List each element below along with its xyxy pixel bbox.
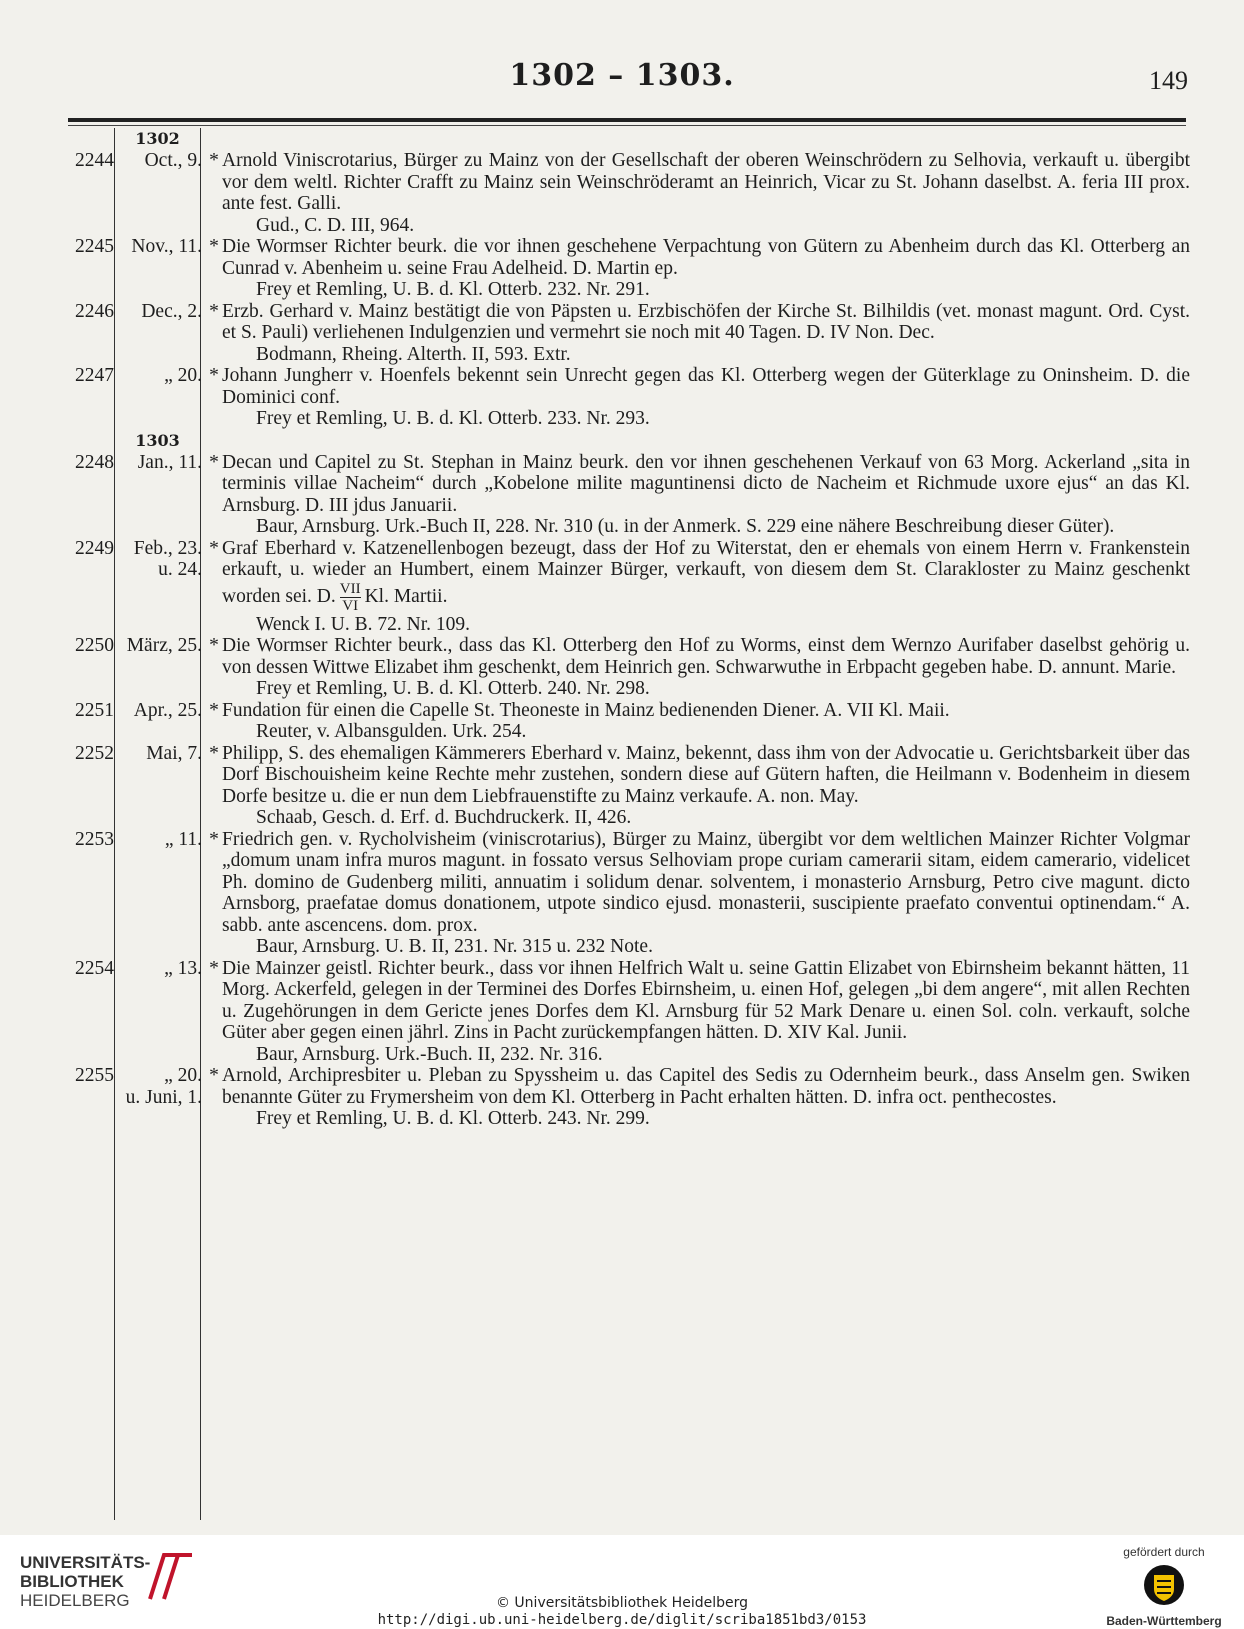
funder-badge[interactable] bbox=[1104, 1545, 1224, 1628]
entry-source: Frey et Remling, U. B. d. Kl. Otterb. 232. Nr. 291. bbox=[256, 279, 650, 300]
entry-source: Frey et Remling, U. B. d. Kl. Otterb. 233. Nr. 293. bbox=[256, 408, 650, 429]
entry-source: Baur, Arnsburg. Urk.-Buch. II, 232. Nr. 316. bbox=[256, 1043, 603, 1065]
entry-date bbox=[116, 236, 206, 301]
entry-source: Baur, Arnsburg. Urk.-Buch II, 228. Nr. 310 (u. in der Anmerk. S. 229 eine nähere Beschreibung dieser Güter). bbox=[256, 516, 1115, 537]
footer-credits bbox=[0, 1595, 1244, 1629]
year-heading bbox=[60, 128, 1190, 150]
register-entry bbox=[60, 743, 1190, 829]
state-coat-of-arms-icon bbox=[1142, 1563, 1186, 1607]
register-entry bbox=[60, 452, 1190, 538]
asterisk-mark: * bbox=[209, 1065, 219, 1086]
fraction-numerator: VII bbox=[339, 580, 361, 597]
entry-source: Bodmann, Rheing. Alterth. II, 593. Extr. bbox=[256, 343, 571, 365]
entry-date-line: Mai, 7. bbox=[146, 742, 202, 764]
entry-source: Frey et Remling, U. B. d. Kl. Otterb. 240. Nr. 298. bbox=[256, 678, 650, 699]
funder-name: Baden-Württemberg bbox=[1106, 1614, 1222, 1628]
running-title: 1302 – 1303. bbox=[509, 58, 735, 93]
entry-text: Die Wormser Richter beurk. die vor ihnen geschehene Verpachtung von Gütern zu Abenheim durch das Kl. Otterberg an Cunrad v. Abenheim u. seine Frau Adelheid. D. Martin ep. bbox=[222, 236, 1190, 279]
entry-body bbox=[222, 743, 1190, 829]
entry-text: Erzb. Gerhard v. Mainz bestätigt die von Päpsten u. Erzbischöfen der Kirche St. Bilhildis (vet. monast magunt. Ord. Cyst. et S. Pauli) verliehenen Indulgenzien und vermehrt sie noch mit 40 Tagen. D. IV Non. Dec. bbox=[222, 300, 1190, 343]
entry-body bbox=[222, 452, 1190, 538]
entry-source: Baur, Arnsburg. U. B. II, 231. Nr. 315 u. 232 Note. bbox=[256, 936, 653, 957]
register-entry bbox=[60, 700, 1190, 743]
entry-number: 2249 bbox=[75, 537, 114, 559]
entry-number: 2244 bbox=[75, 150, 114, 171]
entry-body bbox=[222, 236, 1190, 301]
permalink-url[interactable]: http://digi.ub.uni-heidelberg.de/diglit/scriba1851bd3/0153 bbox=[377, 1612, 867, 1628]
header-rule-thin bbox=[68, 125, 1186, 126]
entry-text bbox=[222, 538, 1190, 614]
register-entry bbox=[60, 958, 1190, 1066]
entry-date-line: März, 25. bbox=[126, 635, 202, 656]
asterisk-mark: * bbox=[209, 150, 219, 171]
entry-date-line: „ 20. bbox=[164, 365, 202, 386]
register-entry bbox=[60, 236, 1190, 301]
entry-number: 2254 bbox=[75, 957, 114, 979]
asterisk-mark: * bbox=[209, 699, 219, 721]
register-entry bbox=[60, 538, 1190, 636]
entry-date bbox=[116, 958, 206, 1066]
entry-date-line: u. Juni, 1. bbox=[125, 1086, 202, 1108]
date-fraction bbox=[340, 581, 361, 614]
entry-number: 2253 bbox=[75, 828, 114, 850]
entry-date bbox=[116, 538, 206, 636]
entry-body bbox=[222, 365, 1190, 430]
entry-date-line: Feb., 23. bbox=[133, 537, 202, 559]
entry-number: 2252 bbox=[75, 742, 114, 764]
entry-text: Fundation für einen die Capelle St. Theoneste in Mainz bedienenden Diener. A. VII Kl. Maii. bbox=[222, 699, 950, 721]
entry-text: Arnold Viniscrotarius, Bürger zu Mainz von der Gesellschaft der oberen Weinschrödern zu Selhovia, verkauft u. übergibt vor dem weltl. Richter Crafft zu Mainz sein Weinschröderamt an Heinrich, Vicar zu St. Johann daselbst. A. feria III prox. ante fest. Galli. bbox=[222, 150, 1190, 214]
asterisk-mark: * bbox=[209, 828, 219, 850]
entry-number: 2250 bbox=[75, 635, 114, 656]
entry-text: Johann Jungherr v. Hoenfels bekennt sein Unrecht gegen das Kl. Otterberg wegen der Güterklage zu Oninsheim. D. die Dominici conf. bbox=[222, 365, 1190, 408]
register-entry bbox=[60, 301, 1190, 366]
entry-date bbox=[116, 829, 206, 958]
register-entry bbox=[60, 365, 1190, 430]
entry-body bbox=[222, 958, 1190, 1066]
footer bbox=[0, 1535, 1244, 1627]
entry-body bbox=[222, 829, 1190, 958]
page-number: 149 bbox=[1149, 66, 1188, 95]
entry-source: Frey et Remling, U. B. d. Kl. Otterb. 243. Nr. 299. bbox=[256, 1108, 650, 1129]
asterisk-mark: * bbox=[209, 300, 219, 322]
entry-text: Arnold, Archipresbiter u. Pleban zu Spyssheim u. das Capitel des Sedis zu Odernheim beurk., dass Anselm gen. Swiken benannte Güter zu Frymersheim von dem Kl. Otterberg in Pacht erhalten hätten. D. infra oct. penthecostes. bbox=[222, 1065, 1190, 1108]
asterisk-mark: * bbox=[209, 236, 219, 257]
entry-date-line: Dec., 2. bbox=[141, 300, 202, 322]
entry-date-line: „ 20. bbox=[164, 1065, 202, 1086]
entry-number: 2246 bbox=[75, 300, 114, 322]
entry-source: Schaab, Gesch. d. Erf. d. Buchdruckerk. II, 426. bbox=[256, 807, 632, 828]
entry-body bbox=[222, 150, 1190, 236]
entry-text-end: Kl. Martii. bbox=[364, 585, 448, 607]
register-entry bbox=[60, 150, 1190, 236]
entry-date bbox=[116, 635, 206, 700]
entry-date bbox=[116, 150, 206, 236]
entry-body bbox=[222, 700, 1190, 743]
entry-body bbox=[222, 538, 1190, 636]
entry-number: 2248 bbox=[75, 451, 114, 473]
register-entries bbox=[60, 128, 1190, 1130]
entry-date bbox=[116, 452, 206, 538]
asterisk-mark: * bbox=[209, 451, 219, 473]
entry-body bbox=[222, 635, 1190, 700]
asterisk-mark: * bbox=[209, 365, 219, 386]
entry-source: Gud., C. D. III, 964. bbox=[256, 214, 415, 236]
entry-source: Reuter, v. Albansgulden. Urk. 254. bbox=[256, 721, 527, 742]
entry-body bbox=[222, 1065, 1190, 1130]
asterisk-mark: * bbox=[209, 537, 219, 559]
copyright-text: © Universitätsbibliothek Heidelberg bbox=[495, 1595, 748, 1611]
entry-number: 2255 bbox=[75, 1065, 114, 1086]
entry-date-line: u. 24. bbox=[158, 559, 202, 580]
library-name-line1: UNIVERSITÄTS- bbox=[20, 1553, 151, 1572]
entry-text: Die Mainzer geistl. Richter beurk., dass vor ihnen Helfrich Walt u. seine Gattin Elizabet von Ebirnsheim bekannt hätten, 11 Morg. Ackerfeld, gelegen in der Terminei des Dorfes Ebirnsheim, u. einen Hof, gelegen „bi dem angere“, mit allen Rechten u. Zugehörungen in dem Gericte jenes Dorfes dem Kl. Arnsburg für 52 Mark Denare u. einen Sol. coln. verkauft, solche Güter aber gegen einen jährl. Zins in Pacht zurückempfangen hätten. D. XIV Kal. Junii. bbox=[222, 957, 1190, 1043]
entry-source: Wenck I. U. B. 72. Nr. 109. bbox=[256, 613, 470, 635]
entry-date-line: „ 11. bbox=[164, 828, 202, 850]
entry-date bbox=[116, 365, 206, 430]
entry-number: 2251 bbox=[75, 699, 114, 721]
asterisk-mark: * bbox=[209, 742, 219, 764]
entry-date bbox=[116, 700, 206, 743]
entry-date-line: Oct., 9. bbox=[144, 150, 202, 171]
library-name-line3: HEIDELBERG bbox=[20, 1591, 130, 1610]
asterisk-mark: * bbox=[209, 957, 219, 979]
entry-text: Decan und Capitel zu St. Stephan in Mainz beurk. den vor ihnen geschehenen Verkauf von 63 Morg. Ackerland „sita in terminis villae Nacheim“ durch „Kobelone milite maguntinensi dicto de Nacheim et Richmude uxore ejus“ an das Kl. Arnsburg. D. III jdus Januarii. bbox=[222, 451, 1190, 516]
entry-text: Philipp, S. des ehemaligen Kämmerers Eberhard v. Mainz, bekennt, dass ihm von der Advocatie u. Gerichtsbarkeit über das Dorf Bischouisheim keine Rechte mehr zustehen, sondern diese auf Gütern haften, die Heilmann v. Bodenheim in diesem Dorfe besitze u. die er nun dem Liebfrauenstifte zu Mainz verkaufe. A. non. May. bbox=[222, 742, 1190, 807]
register-entry bbox=[60, 829, 1190, 958]
entry-text: Friedrich gen. v. Rycholvisheim (viniscrotarius), Bürger zu Mainz, übergibt vor dem weltlichen Mainzer Richter Volgmar „domum unam infra muros magunt. in fossato versus Selhoviam prope curiam camerarii sitam, eidem camerario, videlicet Ph. domino de Gudenberg militi, annuatim i solidum denar. solventem, i monasterio Arnsburg, Petro cive magunt. dicto Arnsborg, praefatae domus donationem, utpote sindico ejusd. monasterii, suscipiente praefato conventui optinendam.“ A. sabb. ante ascencens. dom. prox. bbox=[222, 828, 1190, 936]
year-label: 1303 bbox=[135, 430, 180, 450]
funded-by-label: gefördert durch bbox=[1123, 1545, 1205, 1559]
entry-text: Die Wormser Richter beurk., dass das Kl. Otterberg den Hof zu Worms, einst dem Wernzo Aurifaber daselbst gehörig u. von dessen Wittwe Elizabet ihm geschenkt, dem Heinrich gen. Schwarwuthe in Erbpacht gegeben habe. D. annunt. Marie. bbox=[222, 635, 1190, 678]
header-rule bbox=[68, 118, 1186, 122]
year-heading bbox=[60, 430, 1190, 452]
entry-date-abbrev: D. bbox=[316, 585, 336, 607]
entry-date-line: Jan., 11. bbox=[137, 451, 202, 473]
entry-date-line: Apr., 25. bbox=[133, 699, 202, 721]
entry-date-line: Nov., 11. bbox=[131, 236, 202, 257]
entry-date bbox=[116, 743, 206, 829]
library-name-line2: BIBLIOTHEK bbox=[20, 1572, 124, 1591]
year-label: 1302 bbox=[135, 129, 180, 148]
register-entry bbox=[60, 1065, 1190, 1130]
entry-number: 2247 bbox=[75, 365, 114, 386]
entry-date bbox=[116, 301, 206, 366]
entry-body bbox=[222, 301, 1190, 366]
entry-number: 2245 bbox=[75, 236, 114, 257]
entry-text-main: Graf Eberhard v. Katzenellenbogen bezeugt, dass der Hof zu Witerstat, den er ehemals von einem Herrn v. Frankenstein erkauft, u. wieder an Humbert, einem Mainzer Bürger, verkauft, von diesem dem St. Claraklоster zu Mainz geschenkt worden sei. bbox=[222, 537, 1190, 607]
asterisk-mark: * bbox=[209, 635, 219, 656]
entry-date bbox=[116, 1065, 206, 1130]
entry-date-line: „ 13. bbox=[164, 957, 202, 979]
register-entry bbox=[60, 635, 1190, 700]
fraction-denominator: VI bbox=[342, 597, 359, 614]
